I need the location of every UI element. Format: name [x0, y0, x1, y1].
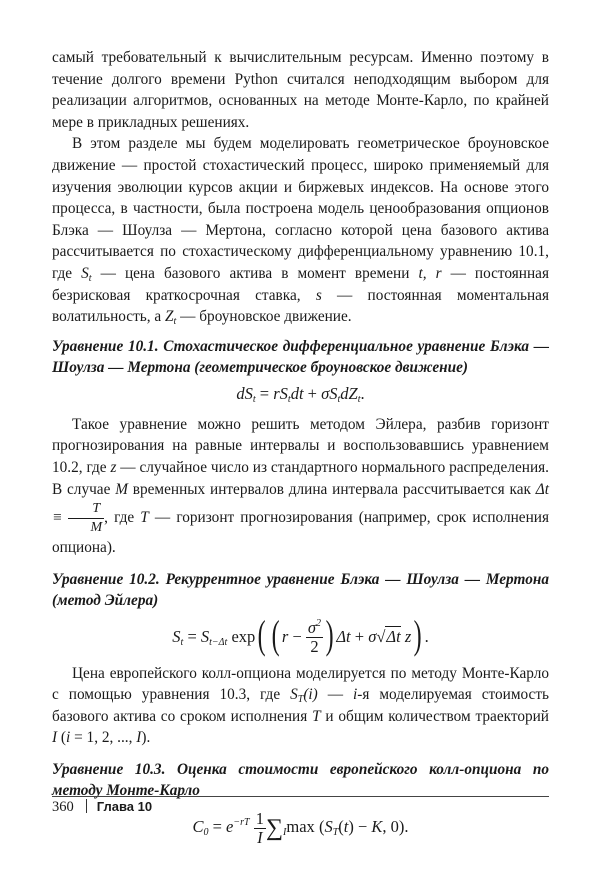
delta-t-formula: Δt ≡ $\frac{T}{M}$ — [52, 480, 549, 536]
paragraph-2: В этом разделе мы будем моделировать геометрическое броуновское движение — простой стохастический процесс, широко применяемый для изучения эволюции курсов акции и биржевых индексов. На основе этого процесса, в частности, была построена модель ценообразования опционов Блэка — Шоулза — Мертона, согласно которой цена базового актива рассчитывается по стохастическому дифференциальному уравнению 10.1, где $S_t$ — цена базового актива в момент времени t, r — постоянная безрисковая краткосрочная ставка, s — постоянная моментальная волатильность, а $Z_t$ — броуновское движение. — [52, 135, 549, 328]
paragraph-4: Цена европейского колл-опциона моделируется по методу Монте-Карло с помощью уравнения 10.3, где $S_T(i)$ — i-я моделируемая стоимость базового актива со сроком исполнения T и общим количеством траекторий I (i = 1, 2, ..., I). — [52, 664, 549, 747]
equation-10-3: $C_0 = e^{-rT}$ $\frac{1}{I}$ $\sum_I\max$ ($S_T(t) - K$, 0). — [192, 808, 409, 847]
equation-10-3-caption: Уравнение 10.3. Оценка стоимости европейского колл-опциона по методу Монте-Карло — [52, 761, 549, 800]
chapter-label: Глава 10 — [96, 799, 153, 814]
page-number: 360 — [52, 799, 74, 815]
equation-10-1: $dS_t = rS_tdt + \sigma S_tdZ_t$. — [236, 383, 365, 405]
page-body — [52, 47, 549, 848]
page-footer — [52, 797, 152, 817]
equation-10-2: $S_t = S_{t-\Delta t}$ exp( ( r − $\frac{\sigma^2}{2}$ ) Δt + σ√Δt z) . — [172, 611, 429, 657]
paragraph-3: Такое уравнение можно решить методом Эйлера, разбив горизонт прогнозирования на равные интервалы и воспользовавшись уравнением 10.2, где z — случайное число из стандартного нормального распределения. В случае M временных интервалов длина интервала рассчитывается как Δt ≡ $\frac{T}{M}$ , где T — горизонт прогнозирования (например, срок исполнения опциона). — [52, 415, 550, 557]
paragraph-1: самый требовательный к вычислительным ресурсам. Именно поэтому в течение долгого времени Python считался неподходящим выбором для реализации алгоритмов, основанных на методе Монте-Карло, по крайней мере в прикладных решениях. — [52, 49, 549, 131]
equation-10-2-caption: Уравнение 10.2. Рекуррентное уравнение Блэка — Шоулза — Мертона (метод Эйлера) — [52, 570, 549, 609]
equation-10-1-caption: Уравнение 10.1. Стохастическое дифференциальное уравнение Блэка — Шоулза — Мертона (геометрическое броуновское движение) — [52, 337, 549, 376]
footer-separator — [86, 799, 87, 813]
